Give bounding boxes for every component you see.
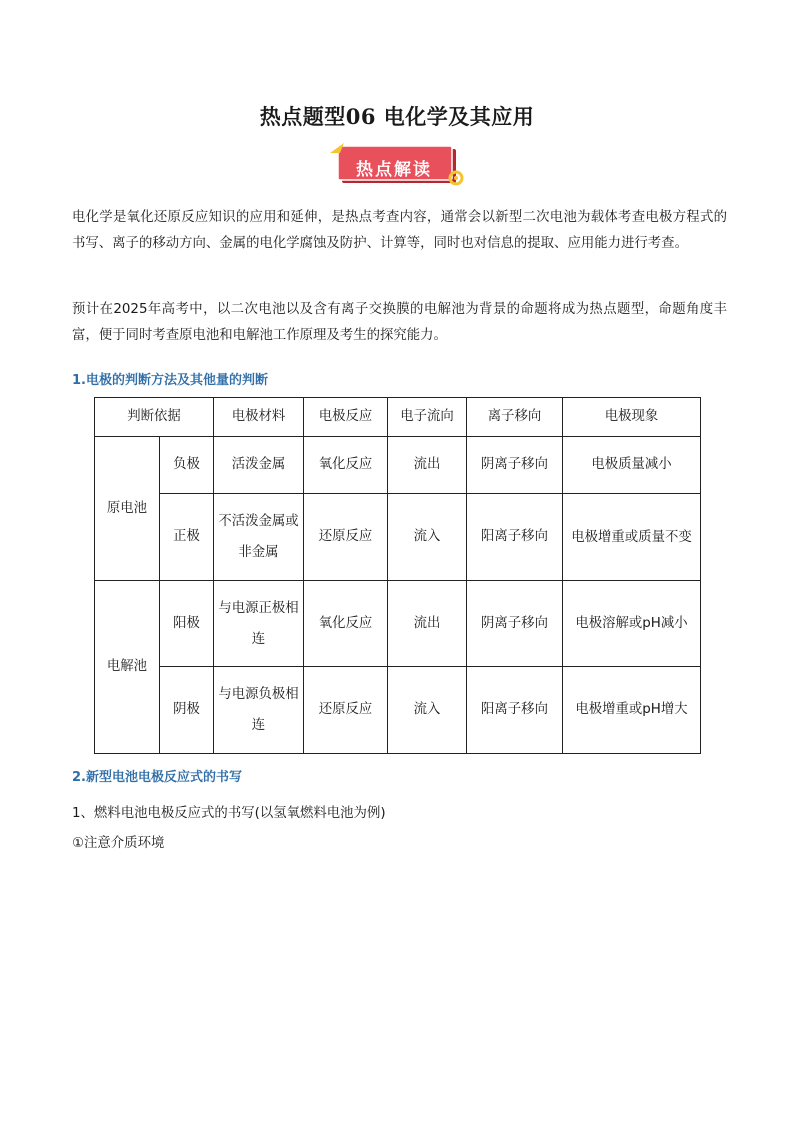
- table-cell: 阴离子移向: [467, 581, 563, 667]
- table-cell: 氧化反应: [304, 581, 388, 667]
- intro-paragraph-2: 预计在2025年高考中，以二次电池以及含有离子交换膜的电解池为背景的命题将成为热点题型，命题角度丰富，便于同时考查原电池和电解池工作原理及考生的探究能力。: [72, 302, 727, 343]
- intro-paragraph-1: 电化学是氧化还原反应知识的应用和延伸，是热点考查内容，通常会以新型二次电池为载体考查电极方程式的书写、离子的移动方向、金属的电化学腐蚀及防护、计算等，同时也对信息的提取、应用能力进行考查。: [72, 210, 727, 251]
- electrode-judgment-table: [94, 397, 701, 754]
- header-cell: 判断依据: [95, 398, 214, 437]
- group-cell: 电解池: [95, 581, 160, 754]
- header-cell: 电极现象: [563, 398, 701, 437]
- section-heading-1: 1.电极的判断方法及其他量的判断: [72, 373, 268, 388]
- table-cell: 阴极: [160, 667, 214, 754]
- table-cell: 活泼金属: [214, 437, 304, 494]
- subsection-line-1: 1、燃料电池电极反应式的书写(以氢氧燃料电池为例): [72, 806, 386, 821]
- table-cell: 流出: [388, 437, 467, 494]
- table-cell: 还原反应: [304, 494, 388, 581]
- hotspot-badge: [330, 143, 466, 191]
- table-cell: 电极增重或pH增大: [563, 667, 701, 754]
- table-row: [95, 667, 701, 754]
- page-title: 热点题型06 电化学及其应用: [259, 104, 535, 129]
- table-cell: 电极增重或质量不变: [563, 494, 701, 581]
- subsection-line-2: ①注意介质环境: [72, 836, 165, 851]
- badge-label: 热点解读: [356, 160, 432, 180]
- table-cell: 流入: [388, 667, 467, 754]
- table-cell: 阳离子移向: [467, 667, 563, 754]
- table-cell: 负极: [160, 437, 214, 494]
- table-cell: 与电源负极相连: [214, 667, 304, 754]
- table-cell: 阴离子移向: [467, 437, 563, 494]
- table-row: [95, 437, 701, 494]
- table-cell: 与电源正极相连: [214, 581, 304, 667]
- group-cell: 原电池: [95, 437, 160, 581]
- header-cell: 离子移向: [467, 398, 563, 437]
- table-row: [95, 494, 701, 581]
- table-cell: 氧化反应: [304, 437, 388, 494]
- table-cell: 不活泼金属或非金属: [214, 494, 304, 581]
- table-cell: 流出: [388, 581, 467, 667]
- table-cell: 阳离子移向: [467, 494, 563, 581]
- table-header-row: [95, 398, 701, 437]
- table-cell: 还原反应: [304, 667, 388, 754]
- table-cell: 电极溶解或pH减小: [563, 581, 701, 667]
- table-cell: 阳极: [160, 581, 214, 667]
- table-cell: 流入: [388, 494, 467, 581]
- table-cell: 电极质量减小: [563, 437, 701, 494]
- table-row: [95, 581, 701, 667]
- header-cell: 电子流向: [388, 398, 467, 437]
- header-cell: 电极材料: [214, 398, 304, 437]
- section-heading-2: 2.新型电池电极反应式的书写: [72, 770, 242, 785]
- table-cell: 正极: [160, 494, 214, 581]
- header-cell: 电极反应: [304, 398, 388, 437]
